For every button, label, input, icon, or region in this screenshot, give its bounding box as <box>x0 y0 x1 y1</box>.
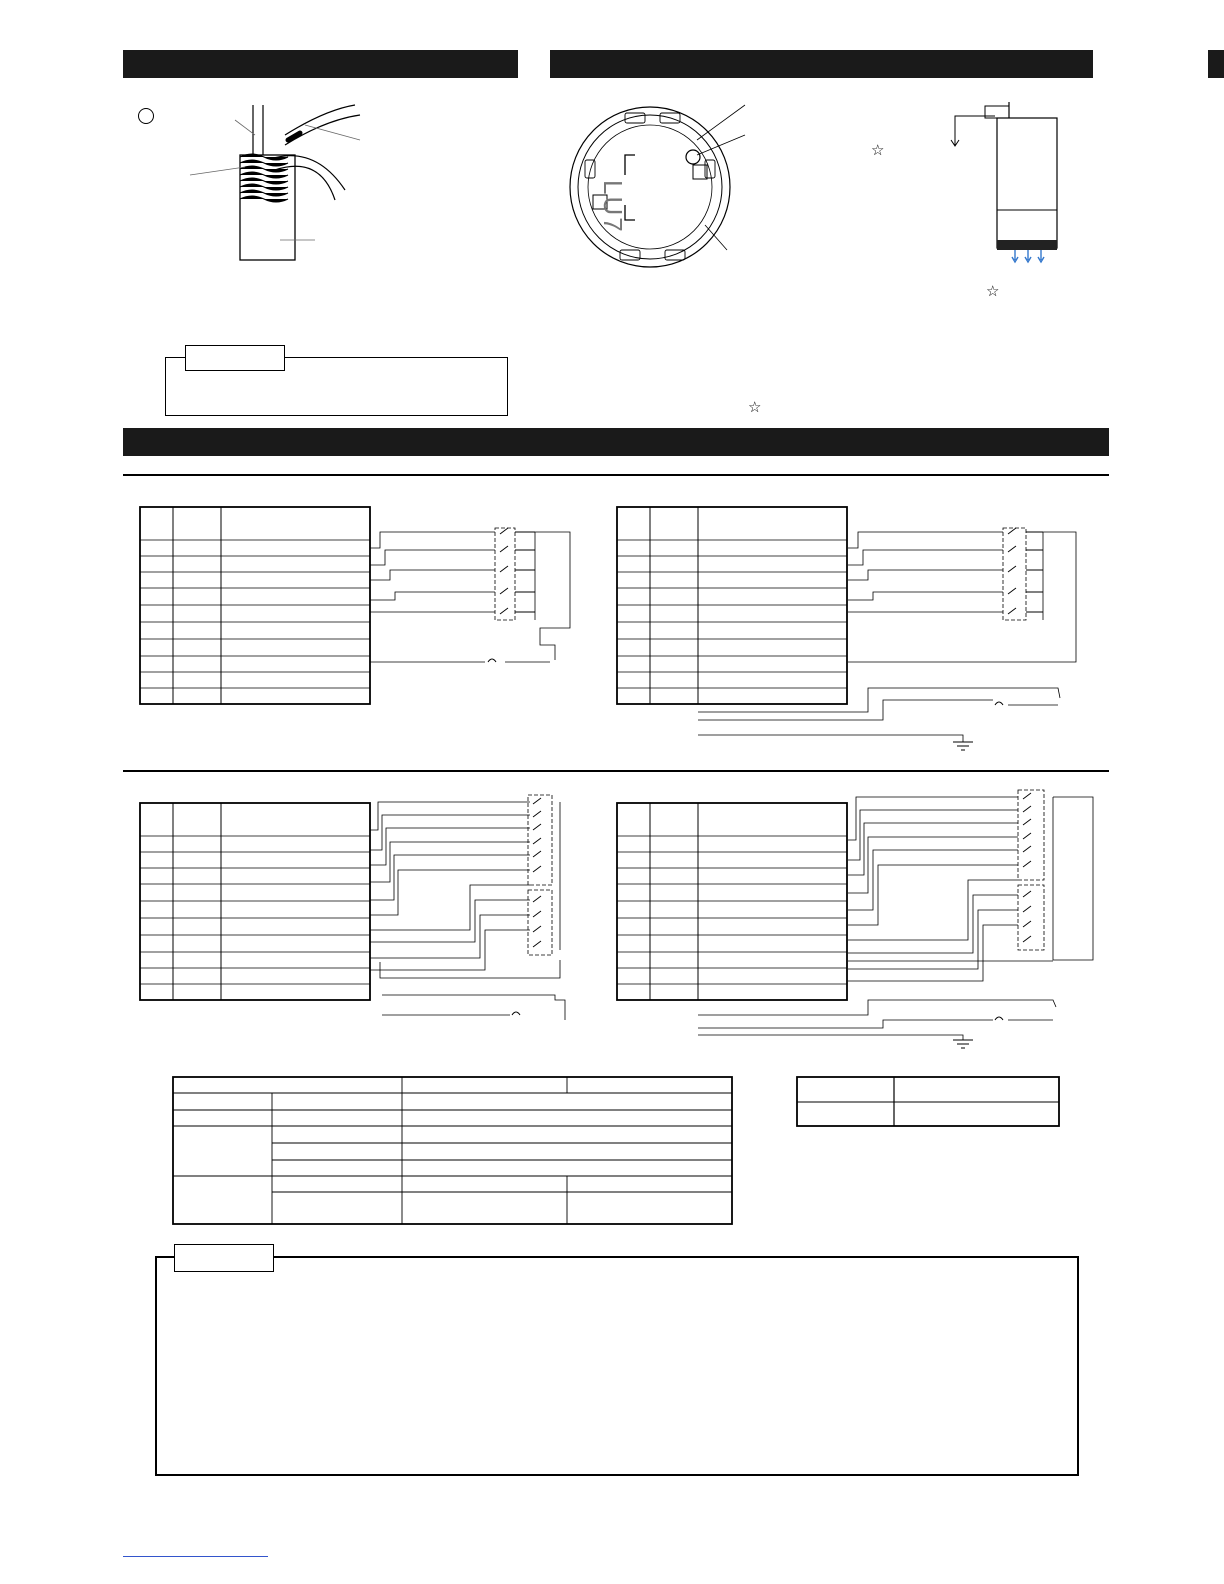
specification-table <box>172 1076 734 1226</box>
divider-rule-1 <box>123 474 1109 476</box>
divider-rule-2 <box>123 770 1109 772</box>
circle-outline-icon <box>138 108 154 124</box>
section-header-bar-wiring <box>123 428 1109 456</box>
wiring-schematic-a <box>370 520 575 670</box>
ground-symbol-icon <box>953 1040 973 1048</box>
wire-wrap-illustration <box>185 95 375 265</box>
star-outline-icon: ☆ <box>986 282 1000 300</box>
wiring-schematic-b <box>698 520 1083 755</box>
section-header-bar-right <box>550 50 1093 78</box>
socket-model-label: LU7 <box>598 180 628 234</box>
bottom-link-underline[interactable] <box>123 1556 268 1557</box>
small-reference-table <box>796 1076 1061 1128</box>
ground-symbol-icon <box>953 742 973 750</box>
socket-top-view-diagram <box>565 100 755 275</box>
caution-box-top-tag <box>185 345 285 371</box>
star-outline-icon: ☆ <box>871 141 885 159</box>
caution-box-bottom-tag <box>174 1244 274 1272</box>
star-outline-icon: ☆ <box>748 398 762 416</box>
wiring-table-a <box>139 506 371 706</box>
section-header-bar-left <box>123 50 518 78</box>
relay-side-view-diagram <box>945 100 1065 270</box>
caution-box-bottom <box>155 1256 1079 1476</box>
page-edge-mark <box>1208 50 1224 78</box>
wiring-schematic-d <box>698 785 1098 1050</box>
wiring-schematic-c <box>370 790 575 1020</box>
wiring-table-c <box>139 802 371 1002</box>
